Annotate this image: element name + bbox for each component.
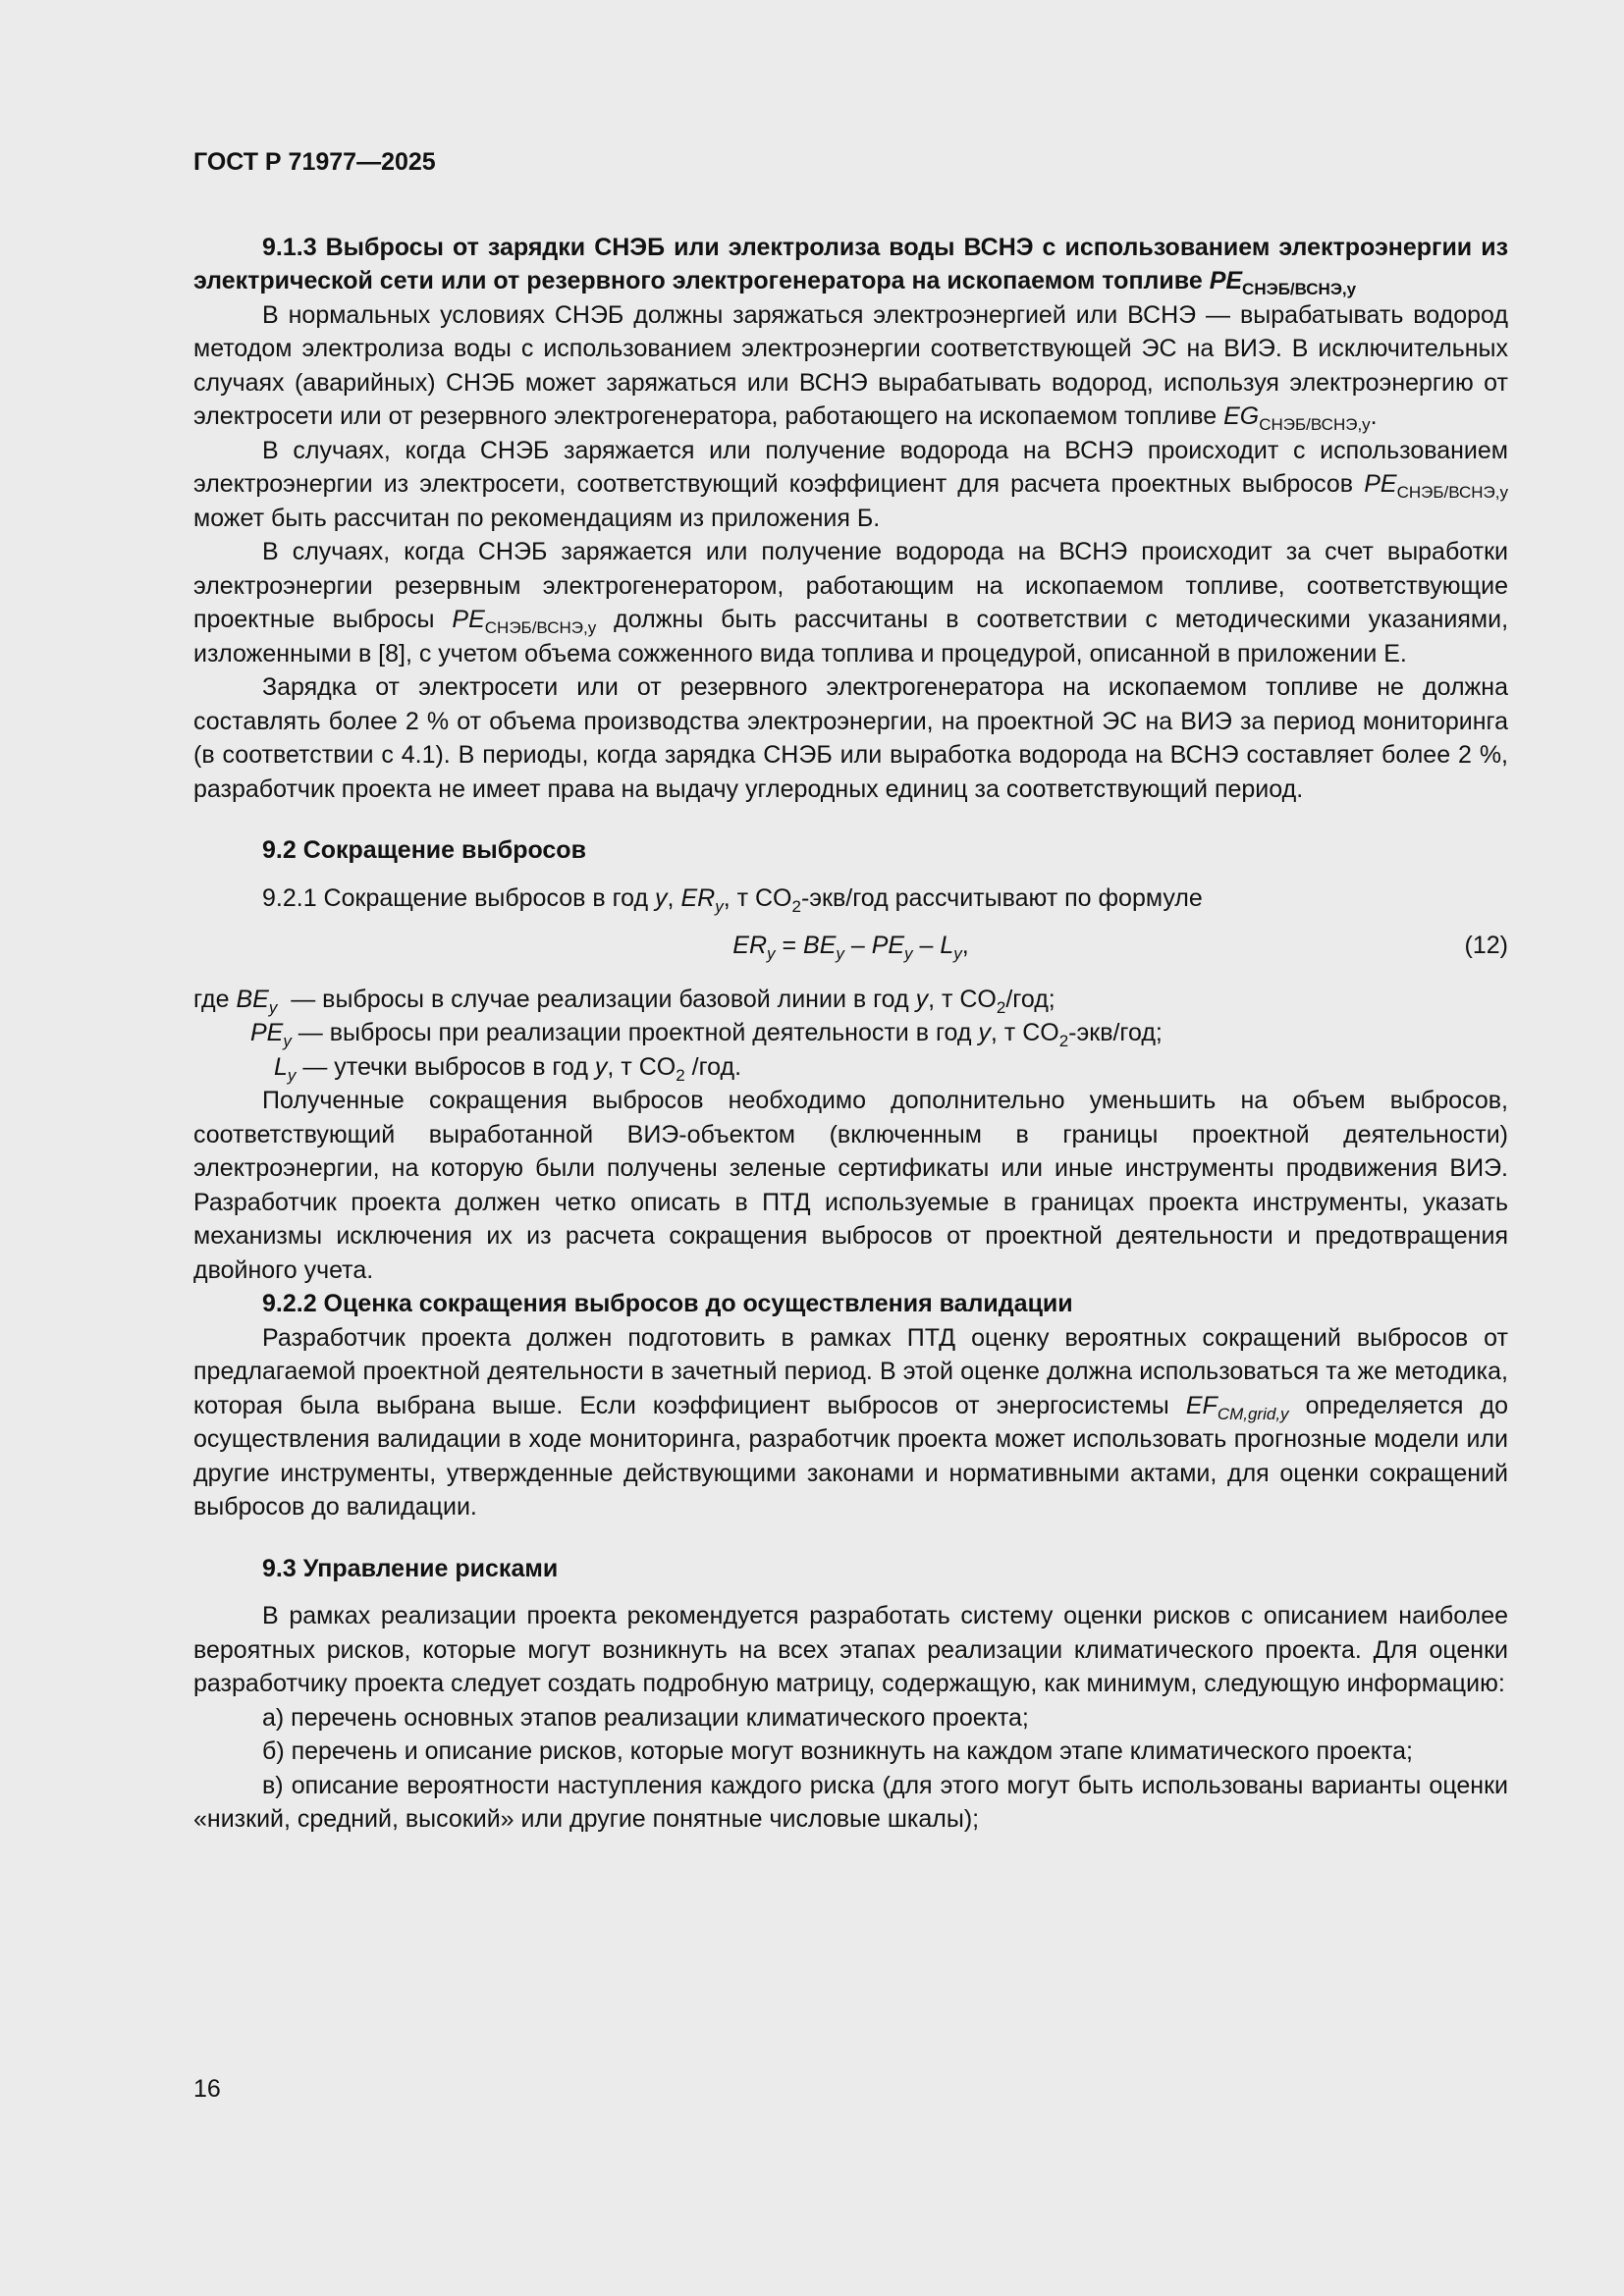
where-item	[193, 983, 1508, 1017]
symbol: y	[978, 1019, 991, 1046]
text: -экв/год;	[1068, 1019, 1163, 1046]
paragraph	[193, 434, 1508, 536]
text: — выбросы в случае реализации базовой линии в год	[284, 985, 909, 1013]
text: -экв/год рассчитывают по формуле	[800, 883, 1203, 912]
paragraph: Зарядка от электросети или от резервного электрогенератора на ископаемом топливе не должна составлять более 2 % от объема производства электроэнергии, на проектной ЭС на ВИЭ за период мониторинга (в соответствии с 4.1). В периоды, когда зарядка СНЭБ или выработка водорода на ВСНЭ составляет более 2 %, разработчик проекта не имеет права на выдачу углеродных единиц за соответствующий период.	[193, 673, 1508, 803]
symbol: L	[274, 1052, 288, 1081]
section-9-2-2-title: 9.2.2 Оценка сокращения выбросов до осуществления валидации	[262, 1290, 1073, 1317]
symbol: BE	[236, 985, 269, 1013]
paragraph-end: может быть рассчитан по рекомендациям из приложения Б.	[193, 504, 881, 532]
text: 9.2.1 Сокращение выбросов в год	[262, 883, 649, 912]
paragraph-9-2-1: 9.2.1 Сокращение выбросов в год y, $ER_y$, т $CO_2-экв$/год рассчитывают по формуле	[262, 883, 1203, 916]
paragraph-end: определяется до осуществления валидации в ходе мониторинга, разработчик проекта может использовать прогнозные модели или другие инструменты, утвержденные действующими законами и нормативными актами, для оценки сокращений выбросов до валидации.	[193, 1391, 1508, 1521]
text: — выбросы при реализации проектной деятельности в год	[291, 1019, 972, 1046]
symbol: y	[594, 1052, 608, 1081]
paragraph-text: В случаях, когда СНЭБ заряжается или получение водорода на ВСНЭ происходит за счет выработки электроэнергии резервным электрогенератором, работающим на ископаемом топливе, соответствующие проектные выбросы	[193, 538, 1508, 633]
formula-12	[193, 929, 1508, 963]
text: /год;	[1005, 985, 1056, 1013]
page-number: 16	[193, 2075, 221, 2103]
sub: y	[287, 1065, 297, 1085]
paragraph	[193, 298, 1508, 434]
text: , т CO	[928, 985, 997, 1013]
sub: y	[268, 997, 278, 1017]
where-item	[274, 1050, 1508, 1085]
list-item: б) перечень и описание рисков, которые могут возникнуть на каждом этапе климатического проекта;	[262, 1737, 1413, 1765]
formula-number: (12)	[1464, 932, 1508, 959]
symbol: ER	[732, 932, 768, 959]
symbol: PE	[452, 606, 485, 633]
paragraph: В рамках реализации проекта рекомендуется разработать систему оценки рисков с описанием наиболее вероятных рисков, которые могут возникнуть на всех этапах реализации климатического проекта. Для оценки разработчику проекта следует создать подробную матрицу, содержащую, как минимум, следующую информацию:	[193, 1602, 1508, 1697]
title-symbol: PE	[1209, 267, 1243, 294]
paragraph-end: должны быть рассчитаны в соответствии с методическими указаниями, изложенными в [8], с учетом объема сожженного вида топлива и процедурой, описанной в приложении Е.	[193, 606, 1509, 667]
paragraph	[193, 535, 1508, 670]
symbol-sub: CM,grid,y	[1217, 1404, 1289, 1423]
text: где	[193, 985, 230, 1013]
symbol-sub: СНЭБ/ВСНЭ,y	[484, 618, 597, 637]
sub: y	[836, 944, 844, 963]
paragraph: Полученные сокращения выбросов необходимо дополнительно уменьшить на объем выбросов, соответствующий выработанной ВИЭ-объектом (включенным в границы проектной деятельности) электроэнергии, на которую были получены зеленые сертификаты или иные инструменты продвижения ВИЭ. Разработчик проекта должен четко описать в ПТД используемые в границах проекта инструменты, указать механизмы исключения их из расчета сокращения выбросов от проектной деятельности и предотвращения двойного учета.	[193, 1087, 1508, 1284]
list-item: в) описание вероятности наступления каждого риска (для этого могут быть использованы варианты оценки «низкий, средний, высокий» или другие понятные числовые шкалы);	[193, 1771, 1508, 1833]
paragraph-text: В случаях, когда СНЭБ заряжается или получение водорода на ВСНЭ происходит с использованием электроэнергии из электросети, соответствующий коэффициент для расчета проектных выбросов	[193, 436, 1508, 498]
paragraph	[193, 1321, 1508, 1524]
symbol: BE	[803, 932, 837, 959]
sub: y	[283, 1032, 292, 1050]
section-9-2-title: 9.2 Сокращение выбросов	[262, 836, 586, 864]
symbol: L	[940, 932, 954, 959]
symbol: ER	[680, 883, 716, 912]
document-header: ГОСТ Р 71977—2025	[193, 148, 436, 176]
sub: y	[767, 944, 776, 963]
paragraph-text: Разработчик проекта должен подготовить в рамках ПТД оценку вероятных сокращений выбросов от предлагаемой проектной деятельности в зачетный период. В этой оценке должна использоваться та же методика, которая была выбрана выше. Если коэффициент выбросов от энергосистемы	[193, 1323, 1508, 1419]
sub: 2	[996, 997, 1006, 1017]
title-text: 9.1.3 Выбросы от зарядки СНЭБ или электролиза воды ВСНЭ с использованием электроэнергии из электрической сети или от резервного электрогенератора на ископаемом топливе	[193, 233, 1508, 294]
symbol: PE	[871, 932, 905, 959]
symbol: PE	[1364, 470, 1397, 498]
sub: y	[904, 944, 913, 963]
paragraph-text: В нормальных условиях СНЭБ должны заряжаться электроэнергией или ВСНЭ — вырабатывать водород методом электролиза воды с использованием электроэнергии соответствующей ЭС на ВИЭ. В исключительных случаях (аварийных) СНЭБ может заряжаться или ВСНЭ вырабатывать водород, используя электроэнергию от электросети или от резервного электрогенератора, работающего на ископаемом топливе	[193, 300, 1508, 430]
text: , т CO	[607, 1052, 677, 1081]
sub: 2	[676, 1065, 685, 1085]
text: — утечки выбросов в год	[296, 1052, 588, 1081]
list-item: а) перечень основных этапов реализации климатического проекта;	[262, 1703, 1029, 1732]
title-symbol-sub: СНЭБ/ВСНЭ,y	[1242, 280, 1357, 298]
formula-body	[732, 929, 968, 963]
op: =	[775, 932, 804, 959]
paragraph-end: .	[1370, 402, 1378, 430]
op: –	[843, 932, 872, 959]
symbol-sub: y	[715, 896, 724, 916]
text: /год.	[684, 1052, 742, 1081]
co2-sub: 2	[791, 896, 801, 916]
where-item	[250, 1016, 1508, 1050]
section-9-1-3-title	[193, 231, 1508, 298]
symbol: EF	[1185, 1391, 1218, 1419]
symbol: y	[915, 985, 929, 1013]
symbol-sub: СНЭБ/ВСНЭ,y	[1396, 483, 1508, 502]
symbol: EG	[1223, 402, 1260, 430]
symbol: y	[655, 883, 668, 912]
section-9-3-title: 9.3 Управление рисками	[262, 1554, 559, 1582]
sub: y	[953, 944, 962, 963]
text: , т CO	[723, 883, 792, 912]
symbol: PE	[250, 1019, 284, 1046]
sub: 2	[1058, 1032, 1069, 1050]
op: ,	[961, 932, 969, 959]
symbol-sub: СНЭБ/ВСНЭ,y	[1259, 415, 1371, 434]
text: , т CO	[990, 1019, 1059, 1046]
op: –	[912, 932, 941, 959]
